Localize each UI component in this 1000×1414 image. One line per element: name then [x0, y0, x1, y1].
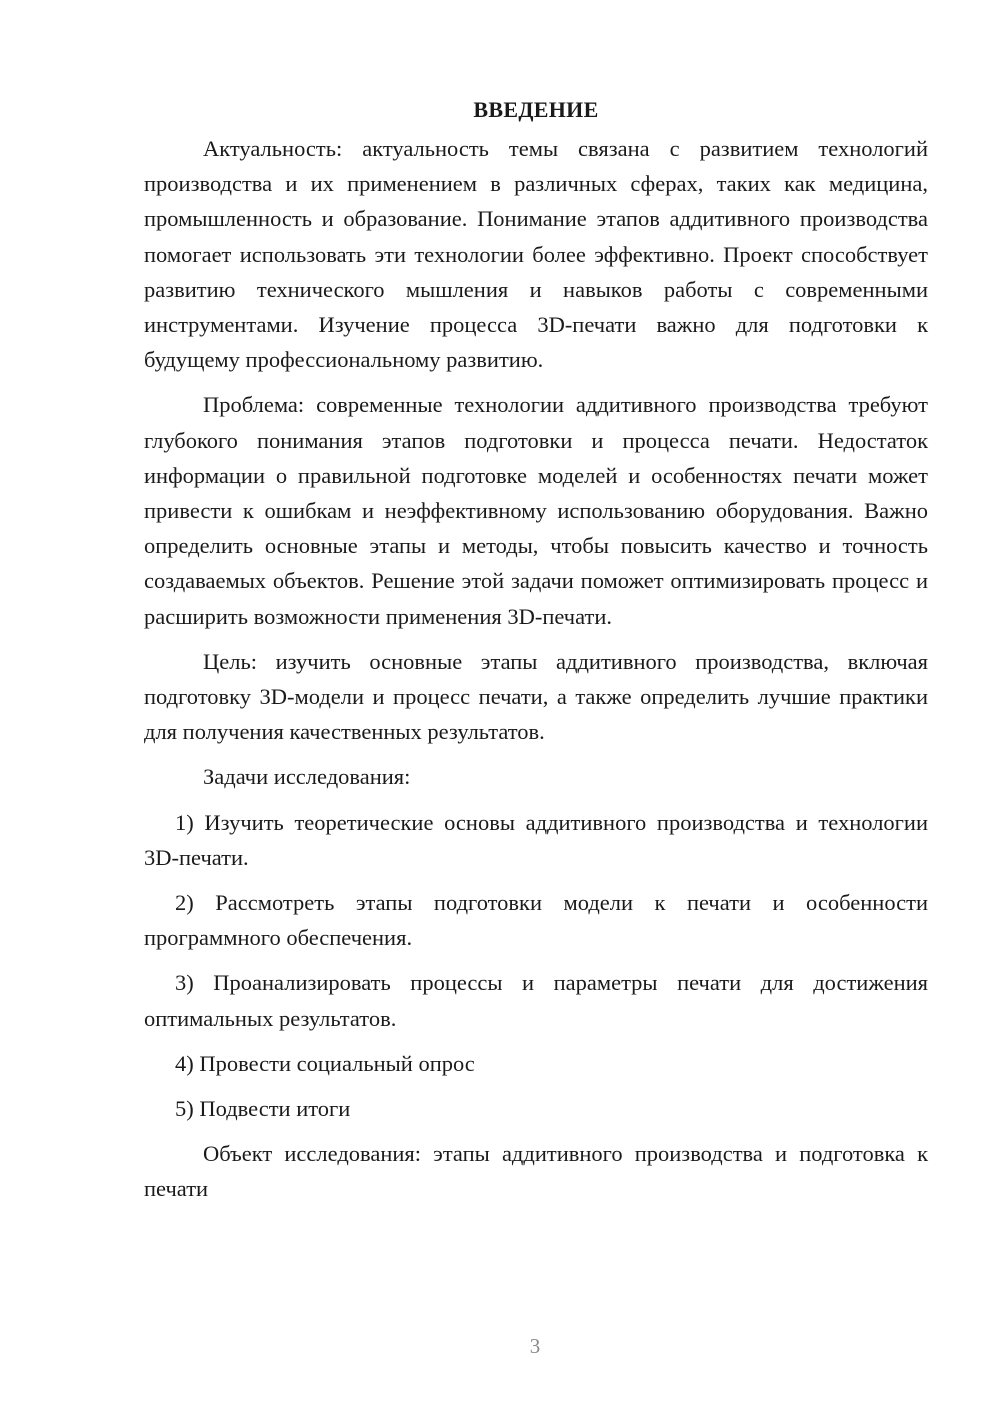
- task-item: 2) Рассмотреть этапы подготовки модели к печати и особенности программного обеспечения.: [144, 890, 928, 951]
- task-item: 4) Провести социальный опрос: [175, 1050, 475, 1076]
- page-title: ВВЕДЕНИЕ: [473, 97, 599, 122]
- object-paragraph: Объект исследования: этапы аддитивного производства и подготовка к печати: [144, 1141, 928, 1202]
- task-item: 3) Проанализировать процессы и параметры печати для достижения оптимальных результатов.: [144, 970, 928, 1031]
- problem-paragraph: Проблема: современные технологии аддитивного производства требуют глубокого понимания этапов подготовки и процесса печати. Недостаток информации о правильной подготовке моделей и особенностях печати может привести к ошибкам и неэффективному использованию оборудования. Важно определить основные этапы и методы, чтобы повысить качество и точность создаваемых объектов. Решение этой задачи поможет оптимизировать процесс и расширить возможности применения 3D-печати.: [144, 392, 928, 629]
- task-item: 5) Подвести итоги: [175, 1096, 351, 1122]
- task-item: 1) Изучить теоретические основы аддитивного производства и технологии 3D-печати.: [144, 809, 928, 870]
- relevance-paragraph: Актуальность: актуальность темы связана с развитием технологий производства и их применением в различных сферах, таких как медицина, промышленность и образование. Понимание этапов аддитивного производства помогает использовать эти технологии более эффективно. Проект способствует развитию технического мышления и навыков работы с современными инструментами. Изучение процесса 3D-печати важно для подготовки к будущему профессиональному развитию.: [144, 136, 928, 373]
- page-number: 3: [529, 1334, 541, 1358]
- tasks-heading: Задачи исследования:: [203, 764, 411, 790]
- page-content: [144, 92, 928, 1217]
- goal-paragraph: Цель: изучить основные этапы аддитивного производства, включая подготовку 3D-модели и процесс печати, а также определить лучшие практики для получения качественных результатов.: [144, 648, 928, 745]
